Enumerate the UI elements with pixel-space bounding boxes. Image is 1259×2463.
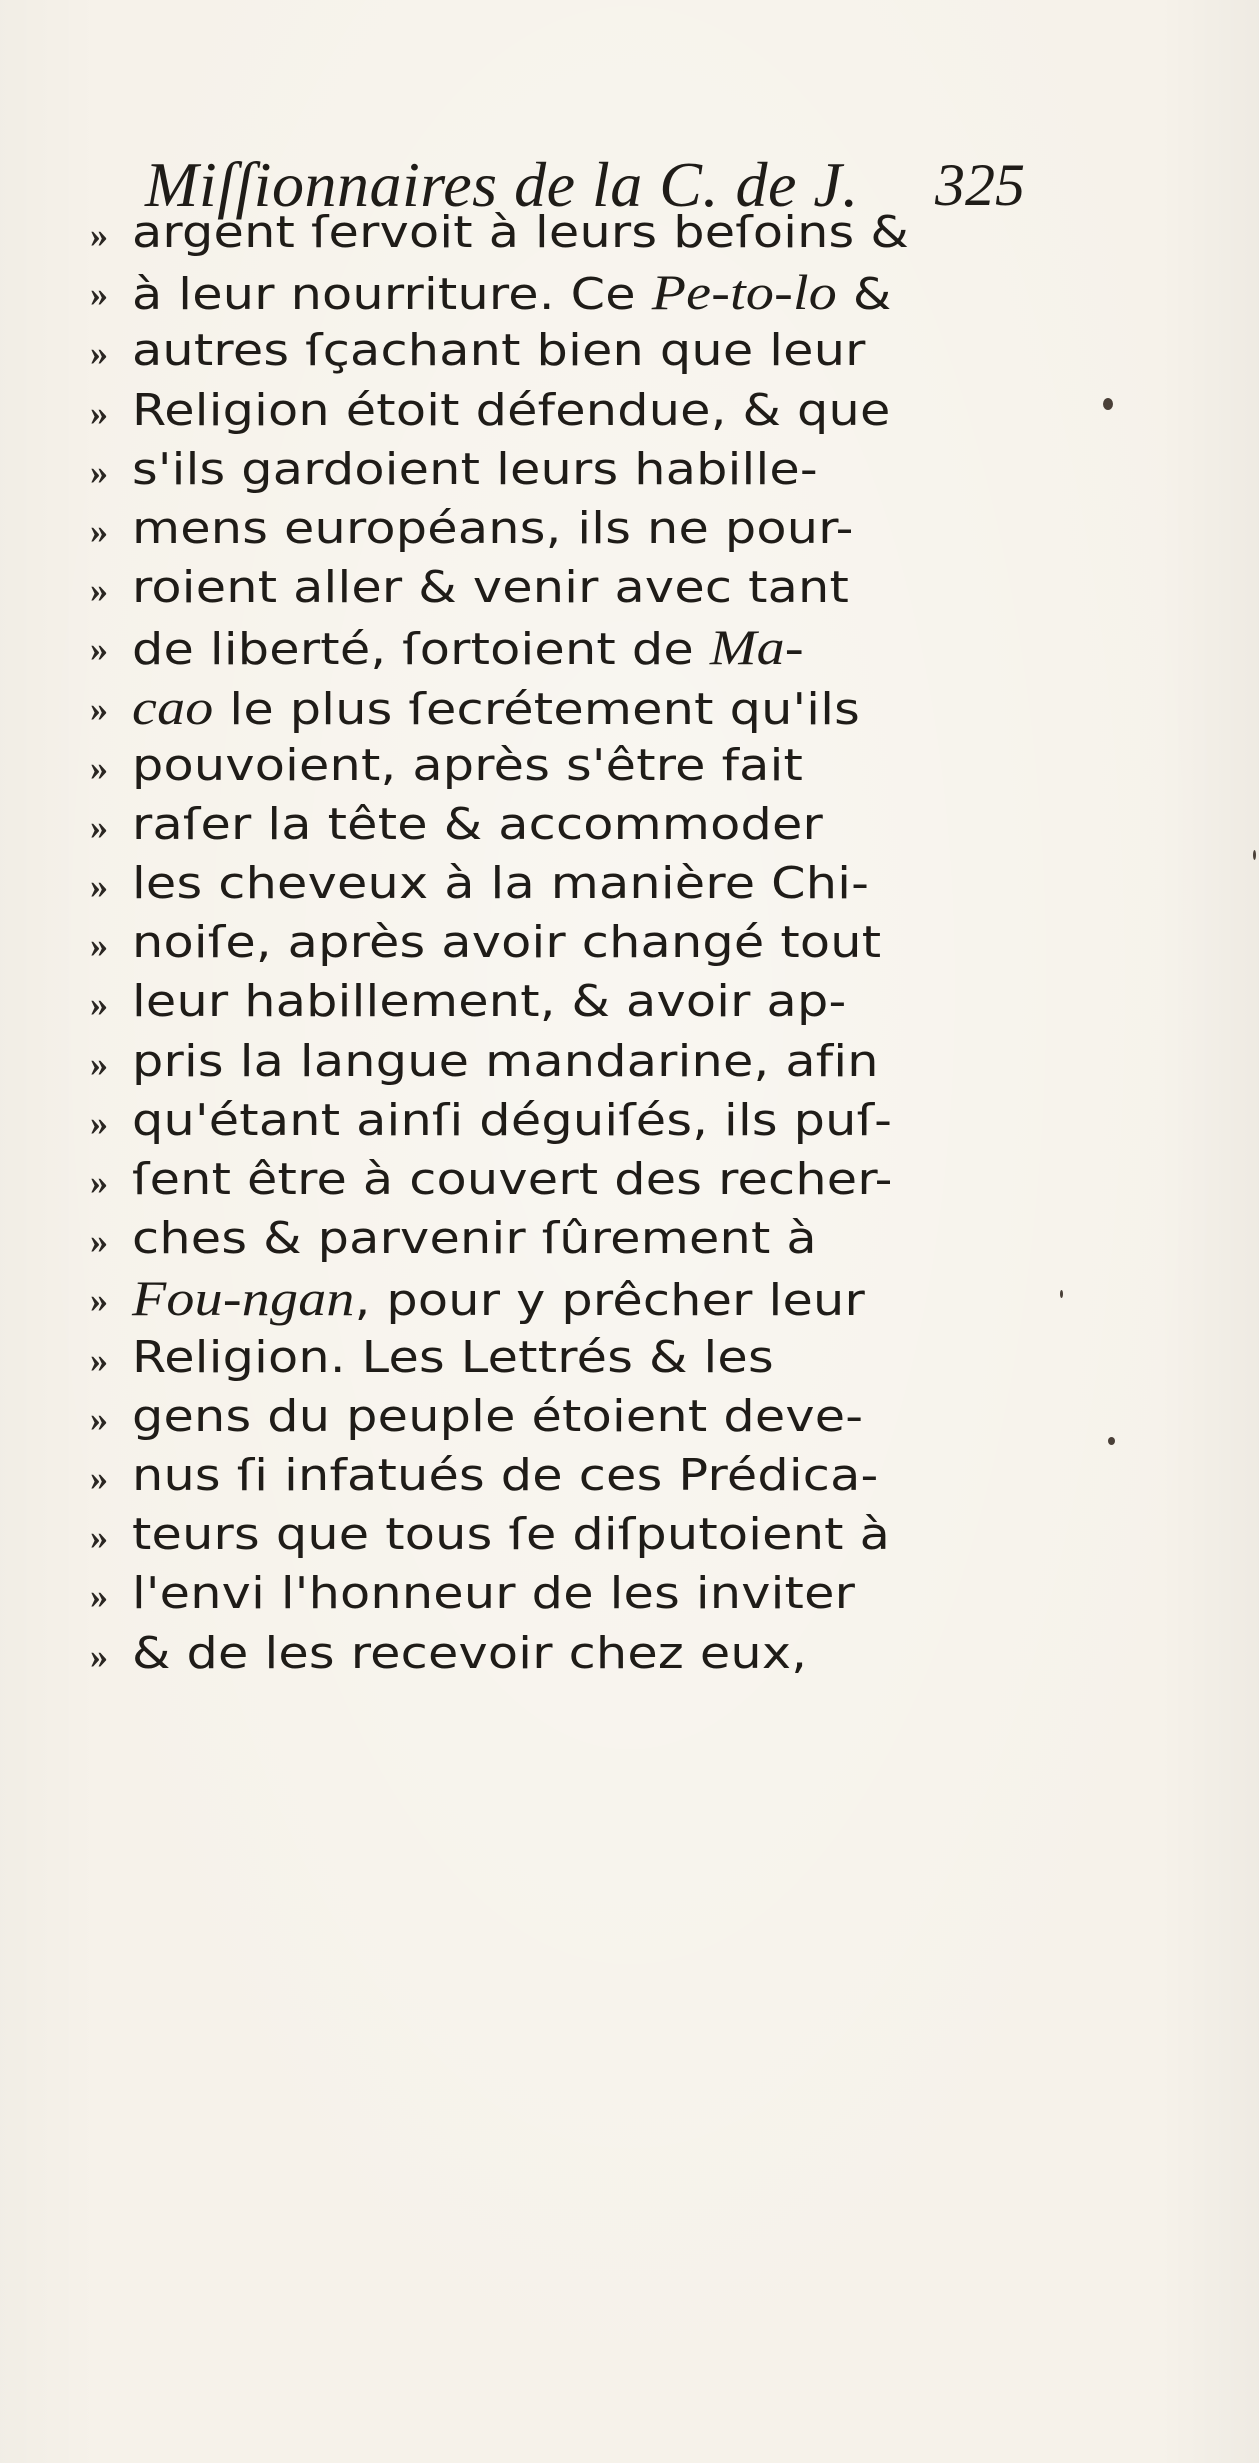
text-line — [90, 1150, 1030, 1209]
line-text — [132, 203, 909, 263]
italic-segment: Pe-to-lo — [651, 264, 837, 321]
ink-speck — [1103, 398, 1113, 410]
quotation-mark: » — [90, 1576, 108, 1617]
quotation-mark: » — [90, 1221, 108, 1262]
text-segment: autres ſçachant bien que leur — [132, 325, 866, 377]
text-segment: leur habillement, & avoir ap- — [132, 976, 847, 1028]
line-text — [132, 1032, 879, 1092]
quotation-mark: » — [90, 806, 108, 847]
text-line — [90, 381, 1030, 440]
text-line — [90, 736, 1030, 795]
text-segment: ſent être à couvert des recher- — [132, 1154, 893, 1205]
line-text — [132, 1091, 892, 1151]
text-segment: Religion. Les Lettrés & les — [132, 1331, 774, 1383]
text-segment: raſer la tête & accommoder — [132, 798, 824, 850]
text-segment: qu'étant ainſi déguiſés, ils puſ- — [132, 1094, 893, 1146]
line-text — [132, 381, 891, 441]
quotation-mark: » — [90, 925, 108, 966]
line-text — [132, 1328, 774, 1388]
text-segment: le plus ſecrétement qu'ils — [213, 683, 861, 735]
text-line — [90, 913, 1030, 972]
text-segment: noiſe, après avoir changé tout — [132, 917, 882, 969]
text-line — [90, 795, 1030, 854]
line-text — [132, 262, 892, 325]
text-line — [90, 1446, 1030, 1505]
quotation-mark: » — [90, 392, 108, 433]
text-segment: gens du peuple étoient deve- — [132, 1390, 864, 1442]
quotation-mark: » — [90, 510, 108, 551]
text-segment: & — [836, 269, 892, 321]
line-text — [132, 913, 881, 973]
line-text — [132, 1268, 865, 1331]
line-text — [132, 1446, 879, 1506]
ink-speck — [1108, 1437, 1115, 1445]
text-line — [90, 677, 1030, 736]
line-text — [132, 736, 803, 796]
italic-segment: cao — [132, 678, 214, 735]
line-text — [132, 617, 804, 680]
text-segment: nus ſi infatués de ces Prédica- — [132, 1449, 879, 1501]
italic-segment: Ma- — [709, 619, 804, 676]
quotation-mark: » — [90, 984, 108, 1025]
line-text — [132, 854, 869, 914]
text-line — [90, 321, 1030, 380]
line-text — [132, 1150, 893, 1210]
text-segment: Religion étoit défendue, & que — [132, 384, 891, 436]
text-line — [90, 1209, 1030, 1268]
text-line — [90, 1032, 1030, 1091]
quotation-mark: » — [90, 274, 108, 315]
text-line — [90, 1624, 1030, 1683]
line-text — [132, 1505, 890, 1565]
text-line — [90, 262, 1030, 321]
quotation-mark: » — [90, 1280, 108, 1321]
quotation-mark: » — [90, 570, 108, 611]
text-segment: , pour y prêcher leur — [354, 1275, 865, 1327]
text-segment: de liberté, ſortoient de — [132, 624, 710, 676]
text-line — [90, 1268, 1030, 1327]
text-segment: pris la langue mandarine, afin — [132, 1035, 879, 1087]
quotation-mark: » — [90, 1398, 108, 1439]
line-text — [132, 440, 818, 500]
quotation-mark: » — [90, 1457, 108, 1498]
text-line — [90, 1091, 1030, 1150]
line-text — [132, 499, 854, 559]
text-segment: roient aller & venir avec tant — [132, 562, 850, 614]
text-segment: pouvoient, après s'être fait — [132, 739, 804, 791]
text-segment: s'ils gardoient leurs habille- — [132, 443, 818, 495]
quotation-mark: » — [90, 629, 108, 670]
text-segment: ches & parvenir ſûrement à — [132, 1213, 817, 1265]
text-segment: teurs que tous ſe diſputoient à — [132, 1509, 891, 1561]
quotation-mark: » — [90, 747, 108, 788]
text-line — [90, 1387, 1030, 1446]
text-segment: l'envi l'honneur de les inviter — [132, 1568, 856, 1620]
text-line — [90, 558, 1030, 617]
quotation-mark: » — [90, 1635, 108, 1676]
text-line — [90, 1564, 1030, 1623]
text-segment: & de les recevoir chez eux, — [132, 1627, 808, 1679]
line-text — [132, 1624, 807, 1684]
line-text — [132, 321, 866, 381]
text-line — [90, 617, 1030, 676]
quotation-mark: » — [90, 451, 108, 492]
ink-speck — [1253, 850, 1256, 860]
quotation-mark: » — [90, 1043, 108, 1084]
text-segment: les cheveux à la manière Chi- — [132, 858, 870, 910]
quotation-mark: » — [90, 1339, 108, 1380]
quotation-mark: » — [90, 215, 108, 255]
text-line — [90, 1505, 1030, 1564]
text-segment: mens européans, ils ne pour- — [132, 502, 854, 554]
line-text — [132, 558, 849, 618]
line-text — [132, 1209, 817, 1269]
body-text — [90, 203, 1030, 1683]
text-segment: à leur nourriture. Ce — [132, 269, 652, 321]
text-line — [90, 203, 1030, 262]
page-number: 325 — [935, 152, 1025, 218]
quotation-mark: » — [90, 1517, 108, 1558]
running-title: Miſſionnaires de la C. de J. — [145, 149, 859, 220]
quotation-mark: » — [90, 866, 108, 907]
quotation-mark: » — [90, 1102, 108, 1143]
quotation-mark: » — [90, 688, 108, 729]
italic-segment: Fou-ngan — [132, 1270, 355, 1327]
text-line — [90, 499, 1030, 558]
text-line — [90, 854, 1030, 913]
line-text — [132, 795, 823, 855]
text-line — [90, 1328, 1030, 1387]
line-text — [132, 972, 846, 1032]
ink-speck — [1060, 1290, 1063, 1298]
quotation-mark: » — [90, 333, 108, 374]
quotation-mark: » — [90, 1162, 108, 1202]
line-text — [132, 1387, 863, 1447]
text-line — [90, 440, 1030, 499]
line-text — [132, 1564, 855, 1624]
line-text — [132, 677, 860, 740]
text-segment: argent ſervoit à leurs beſoins & — [132, 207, 909, 258]
text-line — [90, 972, 1030, 1031]
